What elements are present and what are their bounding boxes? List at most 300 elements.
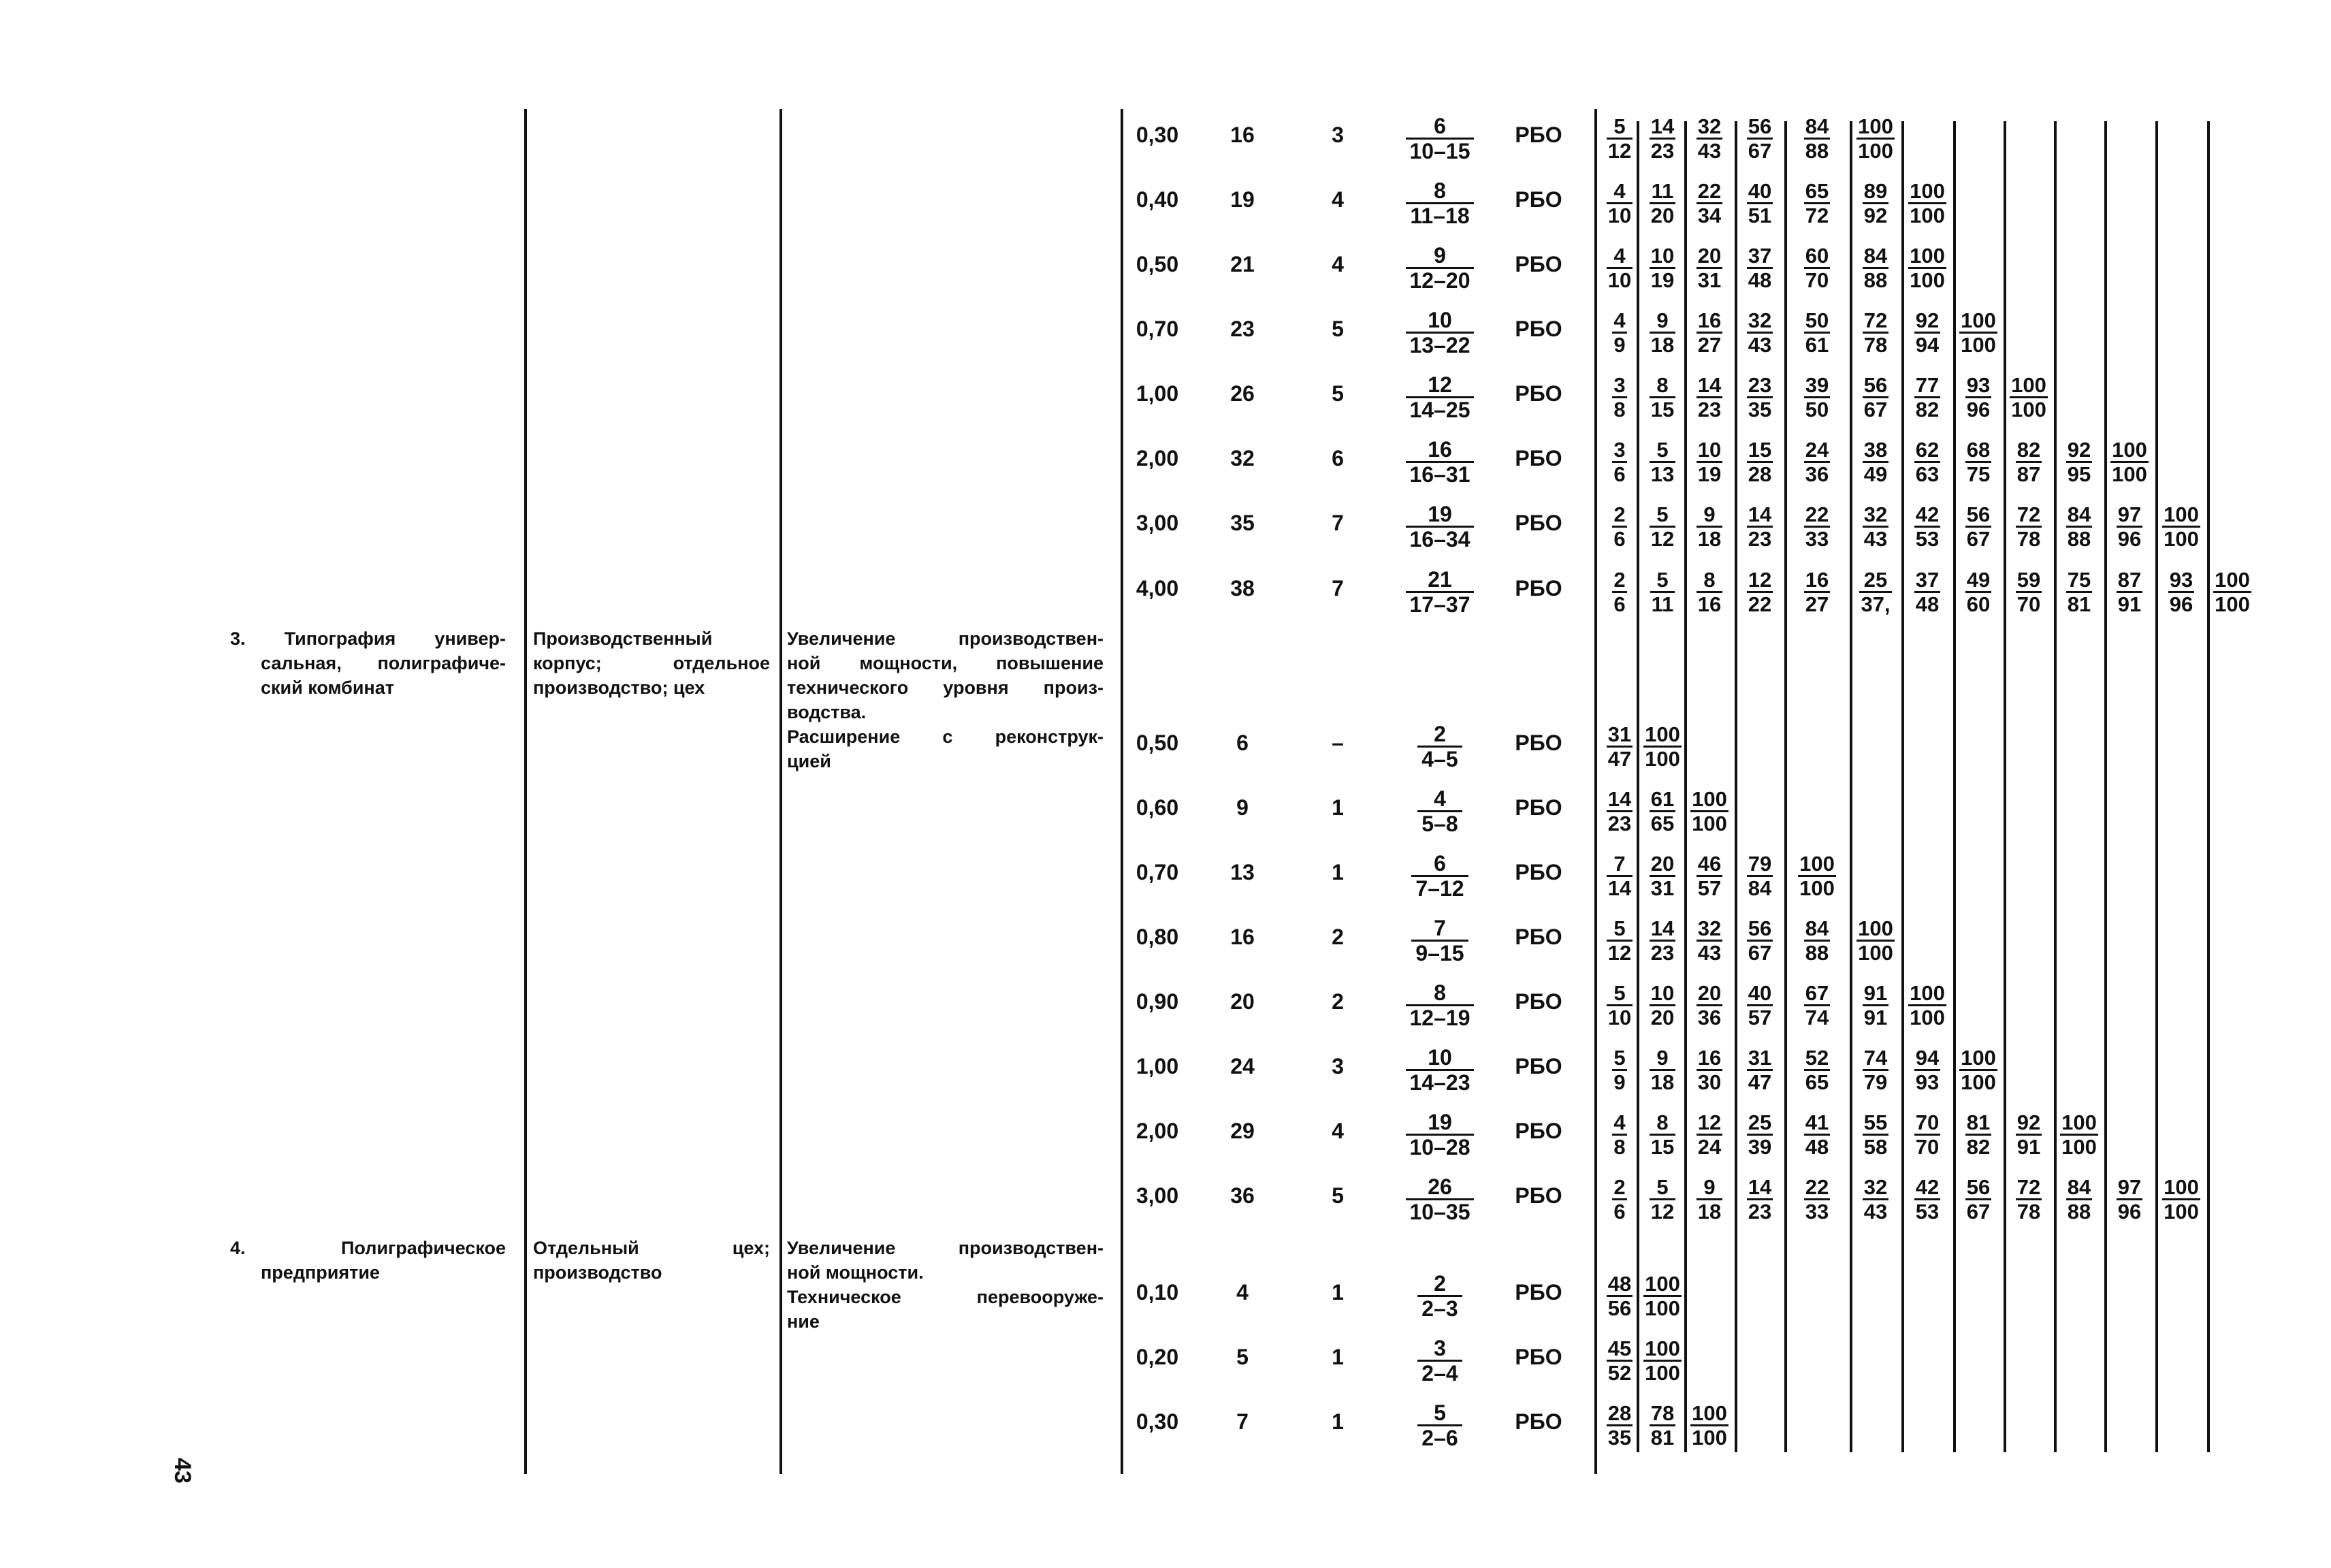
period-denominator: 13–22 (1406, 332, 1475, 357)
fraction-denominator: 6 (1613, 527, 1626, 551)
column-rule-3 (1121, 109, 1123, 1474)
fraction-numerator: 42 (1915, 1175, 1940, 1199)
fraction-numerator: 93 (1966, 373, 1991, 397)
fraction-numerator: 65 (1805, 179, 1829, 203)
row-14-share-fraction (1685, 1046, 1734, 1093)
fraction-numerator: 92 (2067, 438, 2091, 462)
row-4-share-fraction (1638, 309, 1687, 356)
item-line: 3. Типография универ- (230, 628, 506, 649)
fraction-numerator: 14 (1748, 502, 1772, 526)
fraction-numerator: 61 (1650, 787, 1675, 811)
stage-value: 4 (1332, 252, 1344, 276)
fraction-numerator: 97 (2117, 502, 2142, 526)
fraction-numerator: 91 (1863, 981, 1888, 1005)
stage-value: 5 (1332, 381, 1344, 406)
fraction-numerator: 74 (1863, 1046, 1888, 1070)
period-denominator: 12–19 (1406, 1004, 1475, 1029)
row-17-share-fraction (1595, 1273, 1644, 1319)
stage-value: 1 (1332, 860, 1344, 884)
capacity-value: 0,60 (1136, 795, 1179, 820)
row-16-share-fraction (2157, 1176, 2206, 1223)
row-6-share-fraction (1685, 438, 1734, 485)
fraction-denominator: 43 (1697, 941, 1722, 965)
row-16-share-fraction (1903, 1176, 1952, 1223)
row-13-share-fraction (1851, 982, 1900, 1029)
fraction-denominator: 6 (1613, 1200, 1626, 1223)
row-16-share-fraction (1851, 1176, 1900, 1223)
fraction-denominator: 23 (1748, 1200, 1772, 1223)
fraction-denominator: 67 (1748, 139, 1772, 163)
fraction-denominator: 93 (1915, 1070, 1940, 1094)
period-denominator: 16–34 (1406, 526, 1475, 551)
fraction-numerator: 24 (1805, 438, 1829, 462)
fraction-numerator: 32 (1697, 916, 1722, 940)
stage-value: 2 (1332, 989, 1344, 1014)
row-6-share-fraction (2004, 438, 2053, 485)
row-19-share-fraction (1638, 1402, 1687, 1449)
fraction-denominator: 24 (1697, 1135, 1722, 1159)
fraction-numerator: 2 (1613, 502, 1626, 526)
capacity-value: 0,70 (1136, 317, 1179, 341)
fraction-denominator: 27 (1805, 592, 1829, 616)
row-8-share-fraction (1793, 569, 1842, 615)
row-13-share-fraction (1638, 982, 1687, 1029)
purpose-line: Увеличение производствен- (787, 628, 1104, 649)
fraction-denominator: 18 (1697, 1200, 1722, 1223)
row-2-share-fraction (1851, 180, 1900, 227)
fraction-numerator: 5 (1613, 114, 1626, 138)
capacity-value: 0,10 (1136, 1280, 1179, 1305)
fraction-numerator: 94 (1915, 1046, 1940, 1070)
fraction-numerator: 100 (2164, 502, 2199, 526)
period-numerator: 12 (1428, 372, 1452, 397)
fraction-denominator: 63 (1915, 462, 1940, 486)
fraction-denominator: 35 (1607, 1426, 1632, 1450)
fraction-denominator: 10 (1607, 1006, 1632, 1029)
fraction-denominator: 74 (1805, 1006, 1829, 1029)
fraction-numerator: 38 (1863, 438, 1888, 462)
fraction-numerator: 100 (1961, 1046, 1996, 1070)
fraction-numerator: 28 (1607, 1401, 1632, 1425)
row-8-share-fraction (2157, 569, 2206, 615)
fraction-numerator: 67 (1805, 981, 1829, 1005)
fraction-numerator: 100 (1645, 1272, 1680, 1296)
row-16-share-fraction (2105, 1176, 2154, 1223)
fraction-denominator: 16 (1697, 592, 1722, 616)
row-1-share-fraction (1793, 115, 1842, 162)
duration-value: 16 (1230, 925, 1255, 949)
fraction-denominator: 81 (1650, 1426, 1675, 1450)
row-8-share-fraction (2055, 569, 2104, 615)
row-16-share-fraction (1595, 1176, 1644, 1223)
fraction-denominator: 18 (1650, 333, 1675, 357)
fraction-numerator: 79 (1748, 852, 1772, 876)
fraction-numerator: 12 (1697, 1110, 1722, 1134)
fraction-numerator: 100 (1645, 722, 1680, 746)
fraction-numerator: 97 (2117, 1175, 2142, 1199)
fraction-denominator: 100 (1645, 1296, 1680, 1320)
fraction-numerator: 25 (1748, 1110, 1772, 1134)
fraction-denominator: 43 (1697, 139, 1722, 163)
fraction-numerator: 20 (1697, 981, 1722, 1005)
fraction-denominator: 50 (1805, 398, 1829, 421)
fraction-denominator: 88 (2067, 1200, 2091, 1223)
row-15-share-fraction (1638, 1111, 1687, 1158)
method-code: РБО (1515, 731, 1562, 755)
stage-value: 1 (1332, 1345, 1344, 1369)
column-rule-1 (524, 109, 527, 1474)
fraction-numerator: 32 (1748, 308, 1772, 332)
fraction-numerator: 46 (1697, 852, 1722, 876)
fraction-numerator: 100 (2061, 1110, 2097, 1134)
stage-value: 7 (1332, 511, 1344, 535)
row-9-share-fraction (1638, 723, 1687, 770)
fraction-denominator: 23 (1650, 941, 1675, 965)
period-fraction (1396, 852, 1484, 900)
fraction-denominator: 27 (1697, 333, 1722, 357)
period-numerator: 5 (1434, 1401, 1446, 1425)
period-numerator: 10 (1428, 308, 1452, 332)
period-fraction (1396, 1046, 1484, 1094)
fraction-numerator: 10 (1650, 244, 1675, 268)
object-line: корпус; отдельное (533, 653, 770, 673)
item-line: ский комбинат (261, 677, 394, 698)
row-15-share-fraction (1595, 1111, 1644, 1158)
period-denominator: 16–31 (1406, 461, 1475, 486)
fraction-numerator: 92 (2016, 1110, 2041, 1134)
row-7-share-fraction (1735, 503, 1784, 550)
fraction-numerator: 9 (1703, 502, 1716, 526)
fraction-numerator: 100 (2215, 568, 2250, 592)
fraction-numerator: 3 (1613, 373, 1626, 397)
fraction-denominator: 56 (1607, 1296, 1632, 1320)
fraction-denominator: 11 (1651, 592, 1674, 616)
row-5-share-fraction (1685, 374, 1734, 421)
fraction-denominator: 48 (1748, 268, 1772, 292)
fraction-numerator: 22 (1805, 1175, 1829, 1199)
row-13-share-fraction (1685, 982, 1734, 1029)
row-19-share-fraction (1595, 1402, 1644, 1449)
period-numerator: 3 (1434, 1336, 1446, 1360)
period-denominator: 17–37 (1406, 591, 1475, 616)
object-line: производство (533, 1262, 662, 1283)
row-15-share-fraction (1735, 1111, 1784, 1158)
duration-value: 16 (1230, 123, 1255, 147)
row-15-share-fraction (1903, 1111, 1952, 1158)
column-rule-12 (2004, 121, 2006, 1452)
duration-value: 21 (1230, 252, 1255, 276)
fraction-numerator: 8 (1656, 373, 1669, 397)
duration-value: 23 (1230, 317, 1255, 341)
fraction-denominator: 100 (1858, 941, 1893, 965)
fraction-denominator: 81 (2067, 592, 2091, 616)
row-12-share-fraction (1793, 917, 1842, 964)
row-14-share-fraction (1595, 1046, 1644, 1093)
item-line: сальная, полиграфиче- (261, 653, 506, 673)
fraction-denominator: 100 (1692, 1426, 1727, 1450)
fraction-denominator: 22 (1748, 592, 1772, 616)
row-5-share-fraction (1851, 374, 1900, 421)
fraction-denominator: 14 (1607, 876, 1632, 900)
fraction-denominator: 57 (1697, 876, 1722, 900)
fraction-denominator: 100 (2215, 592, 2250, 616)
row-12-share-fraction (1735, 917, 1784, 964)
fraction-denominator: 67 (1966, 527, 1991, 551)
method-code: РБО (1515, 381, 1562, 406)
row-7-share-fraction (1954, 503, 2003, 550)
fraction-numerator: 50 (1805, 308, 1829, 332)
fraction-numerator: 5 (1613, 981, 1626, 1005)
purpose-line: ной мощности, повышение (787, 653, 1104, 673)
fraction-denominator: 12 (1607, 139, 1632, 163)
row-16-share-fraction (2004, 1176, 2053, 1223)
fraction-numerator: 5 (1656, 438, 1669, 462)
period-denominator: 14–25 (1406, 396, 1475, 421)
fraction-denominator: 23 (1748, 527, 1772, 551)
period-fraction (1396, 916, 1484, 965)
fraction-denominator: 79 (1863, 1070, 1888, 1094)
fraction-denominator: 78 (2016, 527, 2041, 551)
fraction-numerator: 5 (1613, 916, 1626, 940)
row-9-share-fraction (1595, 723, 1644, 770)
row-11-share-fraction (1793, 852, 1842, 899)
period-denominator: 12–20 (1406, 267, 1475, 292)
stage-value: – (1332, 731, 1344, 755)
fraction-denominator: 58 (1863, 1135, 1888, 1159)
fraction-denominator: 100 (2112, 462, 2147, 486)
row-4-share-fraction (1595, 309, 1644, 356)
fraction-denominator: 36 (1697, 1006, 1722, 1029)
fraction-numerator: 10 (1650, 981, 1675, 1005)
fraction-numerator: 100 (1910, 244, 1945, 268)
fraction-denominator: 96 (2169, 592, 2193, 616)
fraction-denominator: 70 (1915, 1135, 1940, 1159)
fraction-denominator: 100 (1799, 876, 1835, 900)
fraction-denominator: 88 (1805, 139, 1829, 163)
fraction-numerator: 12 (1748, 568, 1772, 592)
duration-value: 4 (1236, 1280, 1249, 1305)
fraction-numerator: 4 (1613, 1110, 1626, 1134)
row-1-share-fraction (1851, 115, 1900, 162)
fraction-denominator: 8 (1613, 398, 1626, 421)
fraction-denominator: 100 (2164, 527, 2199, 551)
fraction-denominator: 23 (1697, 398, 1722, 421)
capacity-value: 0,70 (1136, 860, 1179, 884)
fraction-denominator: 88 (1805, 941, 1829, 965)
method-code: РБО (1515, 576, 1562, 601)
row-6-share-fraction (1735, 438, 1784, 485)
fraction-denominator: 57 (1748, 1006, 1772, 1029)
row-2-share-fraction (1595, 180, 1644, 227)
row-15-share-fraction (2004, 1111, 2053, 1158)
period-fraction (1396, 244, 1484, 292)
row-7-share-fraction (2004, 503, 2053, 550)
period-fraction (1396, 568, 1484, 616)
row-12-share-fraction (1638, 917, 1687, 964)
capacity-value: 3,00 (1136, 511, 1179, 535)
fraction-denominator: 91 (2117, 592, 2142, 616)
duration-value: 24 (1230, 1054, 1255, 1078)
fraction-denominator: 78 (1863, 333, 1888, 357)
row-16-share-fraction (1954, 1176, 2003, 1223)
row-1-share-fraction (1638, 115, 1687, 162)
fraction-numerator: 55 (1863, 1110, 1888, 1134)
fraction-denominator: 15 (1650, 398, 1675, 421)
row-5-share-fraction (1735, 374, 1784, 421)
fraction-denominator: 96 (2117, 527, 2142, 551)
fraction-numerator: 9 (1656, 308, 1669, 332)
purpose-line: ние (787, 1311, 820, 1332)
fraction-numerator: 60 (1805, 244, 1829, 268)
column-rule-15 (2155, 121, 2158, 1452)
row-7-share-fraction (1851, 503, 1900, 550)
fraction-numerator: 100 (1910, 981, 1945, 1005)
fraction-numerator: 20 (1697, 244, 1722, 268)
period-fraction (1396, 981, 1484, 1029)
fraction-denominator: 100 (1645, 1361, 1680, 1385)
fraction-denominator: 8 (1613, 1135, 1626, 1159)
row-7-share-fraction (1793, 503, 1842, 550)
row-8-share-fraction (2208, 569, 2257, 615)
fraction-numerator: 100 (1858, 916, 1893, 940)
duration-value: 19 (1230, 187, 1255, 212)
fraction-denominator: 88 (1863, 268, 1888, 292)
fraction-denominator: 92 (1863, 204, 1888, 227)
row-16-share-fraction (1793, 1176, 1842, 1223)
row-4-share-fraction (1903, 309, 1952, 356)
method-code: РБО (1515, 1183, 1562, 1208)
row-6-share-fraction (1595, 438, 1644, 485)
fraction-denominator: 20 (1650, 204, 1675, 227)
row-3-share-fraction (1903, 244, 1952, 291)
capacity-value: 0,50 (1136, 731, 1179, 755)
fraction-numerator: 40 (1748, 179, 1772, 203)
fraction-denominator: 53 (1915, 527, 1940, 551)
period-numerator: 6 (1434, 114, 1446, 138)
period-numerator: 7 (1434, 916, 1446, 940)
fraction-denominator: 48 (1805, 1135, 1829, 1159)
fraction-denominator: 10 (1607, 268, 1632, 292)
period-numerator: 9 (1434, 243, 1446, 268)
row-5-share-fraction (1954, 374, 2003, 421)
fraction-numerator: 11 (1651, 179, 1674, 203)
fraction-denominator: 75 (1966, 462, 1991, 486)
section-4-purpose (787, 1236, 1104, 1334)
purpose-line: технического уровня произ- (787, 677, 1104, 698)
duration-value: 36 (1230, 1183, 1255, 1208)
fraction-denominator: 82 (1966, 1135, 1991, 1159)
period-fraction (1396, 438, 1484, 486)
duration-value: 5 (1236, 1345, 1249, 1369)
period-denominator: 10–15 (1406, 138, 1475, 163)
period-denominator: 10–28 (1406, 1134, 1475, 1159)
fraction-numerator: 14 (1748, 1175, 1772, 1199)
fraction-numerator: 22 (1697, 179, 1722, 203)
stage-value: 3 (1332, 123, 1344, 147)
fraction-numerator: 84 (1805, 114, 1829, 138)
method-code: РБО (1515, 1345, 1562, 1369)
row-12-share-fraction (1685, 917, 1734, 964)
fraction-numerator: 72 (1863, 308, 1888, 332)
row-17-share-fraction (1638, 1273, 1687, 1319)
fraction-numerator: 22 (1805, 502, 1829, 526)
row-4-share-fraction (1685, 309, 1734, 356)
stage-value: 4 (1332, 1119, 1344, 1143)
row-14-share-fraction (1793, 1046, 1842, 1093)
fraction-numerator: 100 (1858, 114, 1893, 138)
row-16-share-fraction (1685, 1176, 1734, 1223)
fraction-denominator: 65 (1650, 812, 1675, 835)
row-3-share-fraction (1685, 244, 1734, 291)
fraction-numerator: 5 (1656, 502, 1669, 526)
capacity-value: 3,00 (1136, 1183, 1179, 1208)
fraction-numerator: 56 (1748, 114, 1772, 138)
stage-value: 1 (1332, 795, 1344, 820)
fraction-numerator: 56 (1863, 373, 1888, 397)
purpose-line: Расширение с реконструк- (787, 726, 1104, 747)
row-5-share-fraction (2004, 374, 2053, 421)
method-code: РБО (1515, 925, 1562, 949)
period-numerator: 4 (1434, 786, 1446, 811)
fraction-numerator: 48 (1607, 1272, 1632, 1296)
row-19-share-fraction (1685, 1402, 1734, 1449)
duration-value: 13 (1230, 860, 1255, 884)
row-7-share-fraction (2105, 503, 2154, 550)
period-numerator: 8 (1434, 980, 1446, 1005)
fraction-denominator: 23 (1607, 812, 1632, 835)
capacity-value: 2,00 (1136, 446, 1179, 470)
page-number: 43 (170, 1458, 195, 1484)
row-14-share-fraction (1638, 1046, 1687, 1093)
fraction-numerator: 4 (1613, 244, 1626, 268)
row-13-share-fraction (1735, 982, 1784, 1029)
fraction-denominator: 13 (1650, 462, 1675, 486)
period-numerator: 8 (1434, 178, 1446, 203)
row-15-share-fraction (1954, 1111, 2003, 1158)
fraction-numerator: 78 (1650, 1401, 1675, 1425)
row-12-share-fraction (1851, 917, 1900, 964)
fraction-denominator: 61 (1805, 333, 1829, 357)
fraction-numerator: 9 (1656, 1046, 1669, 1070)
period-fraction (1396, 114, 1484, 163)
row-3-share-fraction (1793, 244, 1842, 291)
fraction-denominator: 72 (1805, 204, 1829, 227)
fraction-denominator: 67 (1966, 1200, 1991, 1223)
fraction-numerator: 84 (2067, 502, 2091, 526)
row-11-share-fraction (1595, 852, 1644, 899)
fraction-numerator: 14 (1697, 373, 1722, 397)
period-denominator: 2–4 (1417, 1360, 1462, 1385)
fraction-denominator: 100 (2164, 1200, 2199, 1223)
fraction-denominator: 43 (1863, 1200, 1888, 1223)
period-fraction (1396, 308, 1484, 357)
capacity-value: 0,80 (1136, 925, 1179, 949)
row-8-share-fraction (1595, 569, 1644, 615)
fraction-denominator: 36 (1805, 462, 1829, 486)
stage-value: 5 (1332, 1183, 1344, 1208)
fraction-numerator: 14 (1650, 114, 1675, 138)
column-rule-14 (2104, 121, 2107, 1452)
period-numerator: 6 (1434, 851, 1446, 876)
fraction-denominator: 78 (2016, 1200, 2041, 1223)
row-7-share-fraction (1903, 503, 1952, 550)
fraction-denominator: 100 (1961, 1070, 1996, 1094)
stage-value: 2 (1332, 925, 1344, 949)
period-denominator: 7–12 (1411, 875, 1468, 900)
row-3-share-fraction (1851, 244, 1900, 291)
fraction-numerator: 100 (2164, 1175, 2199, 1199)
fraction-denominator: 82 (1915, 398, 1940, 421)
